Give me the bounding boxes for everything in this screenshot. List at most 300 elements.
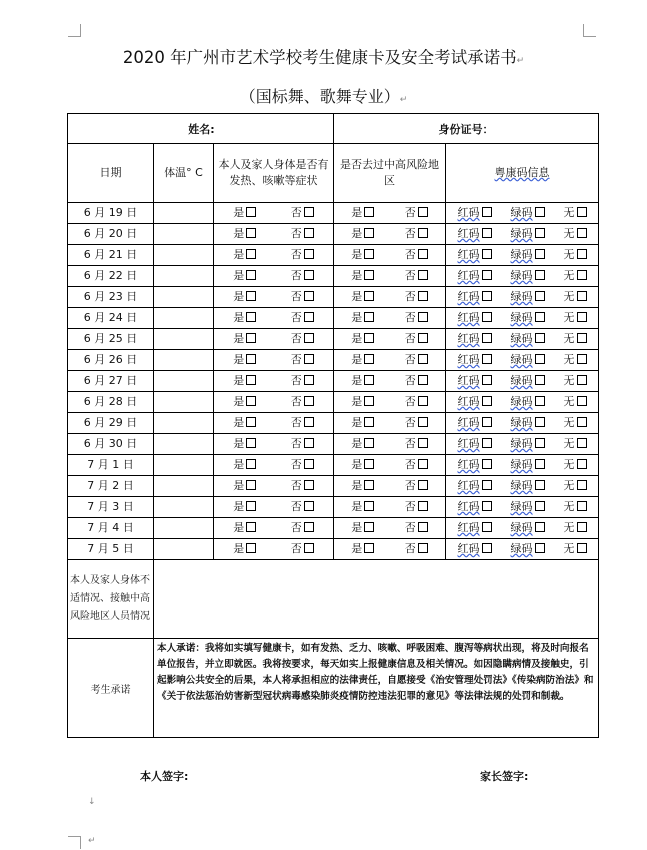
risk-area-cell <box>334 476 446 497</box>
checkbox-icon[interactable] <box>577 396 587 406</box>
checkbox-icon[interactable] <box>304 354 314 364</box>
date-cell: 7 月 2 日 <box>68 476 154 497</box>
checkbox-option[interactable]: 无 <box>564 245 587 265</box>
checkbox-icon[interactable] <box>364 396 374 406</box>
checkbox-icon[interactable] <box>246 207 256 217</box>
checkbox-icon[interactable] <box>246 249 256 259</box>
checkbox-option[interactable]: 否 <box>405 392 428 412</box>
temperature-input[interactable] <box>154 245 214 266</box>
situation-label: 本人及家人身体不适情况、接触中高风险地区人员情况 <box>68 560 154 639</box>
checkbox-icon[interactable] <box>535 417 545 427</box>
table-row <box>68 203 599 224</box>
checkbox-option[interactable]: 红码 <box>458 518 492 538</box>
checkbox-icon[interactable] <box>418 522 428 532</box>
self-signature-label[interactable]: 本人签字: <box>140 770 189 783</box>
checkbox-option[interactable]: 否 <box>405 329 428 349</box>
symptoms-cell <box>214 455 334 476</box>
date-cell: 7 月 1 日 <box>68 455 154 476</box>
checkbox-option[interactable]: 无 <box>564 392 587 412</box>
table-row <box>68 518 599 539</box>
checkbox-option[interactable]: 是 <box>233 392 256 412</box>
checkbox-option[interactable]: 否 <box>291 413 314 433</box>
header-risk-area: 是否去过中高风险地区 <box>334 144 446 203</box>
checkbox-option[interactable]: 是 <box>233 308 256 328</box>
checkbox-option[interactable]: 是 <box>351 497 374 517</box>
date-cell: 6 月 27 日 <box>68 371 154 392</box>
checkbox-icon[interactable] <box>418 207 428 217</box>
checkbox-option[interactable]: 绿码 <box>511 518 545 538</box>
checkbox-option[interactable]: 绿码 <box>511 245 545 265</box>
checkbox-icon[interactable] <box>535 375 545 385</box>
checkbox-icon[interactable] <box>304 291 314 301</box>
checkbox-option[interactable]: 无 <box>564 455 587 475</box>
checkbox-option[interactable]: 红码 <box>458 434 492 454</box>
page-corner-mark <box>583 24 596 37</box>
checkbox-option[interactable]: 绿码 <box>511 287 545 307</box>
checkbox-option[interactable]: 无 <box>564 497 587 517</box>
checkbox-option[interactable]: 绿码 <box>511 266 545 286</box>
checkbox-option[interactable]: 否 <box>405 224 428 244</box>
temperature-input[interactable] <box>154 371 214 392</box>
checkbox-icon[interactable] <box>304 438 314 448</box>
checkbox-option[interactable]: 是 <box>233 518 256 538</box>
checkbox-option[interactable]: 否 <box>405 245 428 265</box>
checkbox-icon[interactable] <box>577 228 587 238</box>
checkbox-option[interactable]: 是 <box>351 413 374 433</box>
checkbox-icon[interactable] <box>418 354 428 364</box>
checkbox-icon[interactable] <box>418 375 428 385</box>
checkbox-option[interactable]: 是 <box>351 308 374 328</box>
checkbox-icon[interactable] <box>304 459 314 469</box>
checkbox-option[interactable]: 否 <box>291 497 314 517</box>
checkbox-icon[interactable] <box>418 291 428 301</box>
checkbox-option[interactable]: 绿码 <box>511 455 545 475</box>
checkbox-icon[interactable] <box>304 207 314 217</box>
checkbox-icon[interactable] <box>482 333 492 343</box>
checkbox-option[interactable]: 否 <box>291 329 314 349</box>
checkbox-icon[interactable] <box>364 501 374 511</box>
checkbox-option[interactable]: 绿码 <box>511 392 545 412</box>
checkbox-icon[interactable] <box>364 417 374 427</box>
table-row <box>68 224 599 245</box>
checkbox-icon[interactable] <box>364 249 374 259</box>
checkbox-icon[interactable] <box>364 312 374 322</box>
checkbox-option[interactable]: 是 <box>233 245 256 265</box>
table-row <box>68 392 599 413</box>
checkbox-option[interactable]: 是 <box>351 455 374 475</box>
table-row <box>68 245 599 266</box>
date-cell: 6 月 25 日 <box>68 329 154 350</box>
checkbox-option[interactable]: 绿码 <box>511 476 545 496</box>
checkbox-option[interactable]: 否 <box>291 308 314 328</box>
checkbox-option[interactable]: 是 <box>233 350 256 370</box>
health-code-cell <box>446 392 599 413</box>
checkbox-icon[interactable] <box>246 396 256 406</box>
temperature-input[interactable] <box>154 329 214 350</box>
health-card-table <box>67 113 599 738</box>
checkbox-icon[interactable] <box>304 522 314 532</box>
checkbox-icon[interactable] <box>418 249 428 259</box>
checkbox-icon[interactable] <box>304 543 314 553</box>
checkbox-icon[interactable] <box>482 249 492 259</box>
checkbox-icon[interactable] <box>482 375 492 385</box>
checkbox-option[interactable]: 否 <box>405 287 428 307</box>
checkbox-option[interactable]: 否 <box>405 497 428 517</box>
checkbox-option[interactable]: 无 <box>564 224 587 244</box>
date-cell: 7 月 3 日 <box>68 497 154 518</box>
checkbox-option[interactable]: 红码 <box>458 329 492 349</box>
checkbox-option[interactable]: 红码 <box>458 203 492 223</box>
checkbox-option[interactable]: 否 <box>405 434 428 454</box>
checkbox-icon[interactable] <box>246 354 256 364</box>
checkbox-icon[interactable] <box>418 312 428 322</box>
checkbox-option[interactable]: 红码 <box>458 266 492 286</box>
checkbox-icon[interactable] <box>535 396 545 406</box>
checkbox-option[interactable]: 否 <box>291 203 314 223</box>
checkbox-option[interactable]: 绿码 <box>511 224 545 244</box>
checkbox-option[interactable]: 否 <box>291 539 314 559</box>
checkbox-icon[interactable] <box>246 522 256 532</box>
checkbox-option[interactable]: 绿码 <box>511 329 545 349</box>
symptoms-cell <box>214 245 334 266</box>
checkbox-option[interactable]: 是 <box>351 287 374 307</box>
checkbox-option[interactable]: 否 <box>291 245 314 265</box>
checkbox-option[interactable]: 是 <box>233 497 256 517</box>
checkbox-icon[interactable] <box>246 480 256 490</box>
checkbox-icon[interactable] <box>482 522 492 532</box>
checkbox-option[interactable]: 红码 <box>458 287 492 307</box>
checkbox-icon[interactable] <box>482 291 492 301</box>
risk-area-cell <box>334 329 446 350</box>
checkbox-option[interactable]: 是 <box>233 224 256 244</box>
checkbox-icon[interactable] <box>364 228 374 238</box>
checkbox-option[interactable]: 无 <box>564 539 587 559</box>
checkbox-icon[interactable] <box>482 543 492 553</box>
checkbox-icon[interactable] <box>304 396 314 406</box>
checkbox-icon[interactable] <box>246 417 256 427</box>
checkbox-icon[interactable] <box>246 312 256 322</box>
checkbox-icon[interactable] <box>304 228 314 238</box>
checkbox-option[interactable]: 是 <box>351 266 374 286</box>
checkbox-icon[interactable] <box>304 501 314 511</box>
checkbox-icon[interactable] <box>304 249 314 259</box>
checkbox-option[interactable]: 红码 <box>458 539 492 559</box>
checkbox-option[interactable]: 是 <box>233 329 256 349</box>
checkbox-icon[interactable] <box>577 522 587 532</box>
checkbox-icon[interactable] <box>577 312 587 322</box>
checkbox-option[interactable]: 无 <box>564 266 587 286</box>
checkbox-option[interactable]: 否 <box>291 476 314 496</box>
checkbox-icon[interactable] <box>577 543 587 553</box>
checkbox-icon[interactable] <box>246 501 256 511</box>
checkbox-option[interactable]: 是 <box>351 245 374 265</box>
checkbox-option[interactable]: 是 <box>351 539 374 559</box>
checkbox-icon[interactable] <box>364 480 374 490</box>
checkbox-icon[interactable] <box>246 459 256 469</box>
checkbox-icon[interactable] <box>482 312 492 322</box>
checkbox-icon[interactable] <box>535 249 545 259</box>
temperature-input[interactable] <box>154 392 214 413</box>
checkbox-icon[interactable] <box>535 501 545 511</box>
checkbox-option[interactable]: 是 <box>351 518 374 538</box>
checkbox-icon[interactable] <box>535 333 545 343</box>
checkbox-option[interactable]: 红码 <box>458 413 492 433</box>
checkbox-icon[interactable] <box>482 396 492 406</box>
checkbox-option[interactable]: 是 <box>233 539 256 559</box>
checkbox-option[interactable]: 绿码 <box>511 539 545 559</box>
checkbox-option[interactable]: 是 <box>351 224 374 244</box>
symptoms-cell <box>214 371 334 392</box>
checkbox-option[interactable]: 否 <box>405 371 428 391</box>
checkbox-icon[interactable] <box>577 354 587 364</box>
checkbox-option[interactable]: 红码 <box>458 476 492 496</box>
checkbox-icon[interactable] <box>304 480 314 490</box>
page-corner-mark <box>68 24 81 37</box>
checkbox-option[interactable]: 红码 <box>458 371 492 391</box>
checkbox-option[interactable]: 否 <box>405 539 428 559</box>
checkbox-icon[interactable] <box>535 291 545 301</box>
checkbox-icon[interactable] <box>535 354 545 364</box>
checkbox-icon[interactable] <box>364 459 374 469</box>
checkbox-option[interactable]: 红码 <box>458 308 492 328</box>
checkbox-option[interactable]: 否 <box>291 287 314 307</box>
checkbox-option[interactable]: 无 <box>564 371 587 391</box>
checkbox-icon[interactable] <box>482 459 492 469</box>
checkbox-option[interactable]: 是 <box>351 371 374 391</box>
risk-area-cell <box>334 434 446 455</box>
date-cell: 6 月 29 日 <box>68 413 154 434</box>
checkbox-icon[interactable] <box>418 417 428 427</box>
checkbox-option[interactable]: 绿码 <box>511 203 545 223</box>
health-code-cell <box>446 203 599 224</box>
checkbox-option[interactable]: 是 <box>351 350 374 370</box>
checkbox-icon[interactable] <box>364 438 374 448</box>
checkbox-icon[interactable] <box>304 417 314 427</box>
checkbox-option[interactable]: 无 <box>564 203 587 223</box>
checkbox-option[interactable]: 是 <box>233 455 256 475</box>
checkbox-option[interactable]: 否 <box>405 518 428 538</box>
checkbox-option[interactable]: 是 <box>351 392 374 412</box>
symptoms-cell <box>214 224 334 245</box>
temperature-input[interactable] <box>154 518 214 539</box>
checkbox-icon[interactable] <box>577 270 587 280</box>
checkbox-icon[interactable] <box>577 438 587 448</box>
checkbox-option[interactable]: 红码 <box>458 350 492 370</box>
checkbox-option[interactable]: 否 <box>291 434 314 454</box>
temperature-input[interactable] <box>154 350 214 371</box>
checkbox-option[interactable]: 否 <box>291 350 314 370</box>
checkbox-icon[interactable] <box>304 312 314 322</box>
checkbox-option[interactable]: 是 <box>351 329 374 349</box>
checkbox-icon[interactable] <box>418 501 428 511</box>
risk-area-cell <box>334 518 446 539</box>
checkbox-option[interactable]: 是 <box>351 434 374 454</box>
checkbox-icon[interactable] <box>577 417 587 427</box>
checkbox-icon[interactable] <box>577 480 587 490</box>
table-row <box>68 434 599 455</box>
checkbox-option[interactable]: 无 <box>564 329 587 349</box>
checkbox-option[interactable]: 否 <box>291 392 314 412</box>
checkbox-icon[interactable] <box>577 375 587 385</box>
checkbox-icon[interactable] <box>535 459 545 469</box>
checkbox-option[interactable]: 否 <box>291 371 314 391</box>
checkbox-option[interactable]: 否 <box>291 455 314 475</box>
checkbox-icon[interactable] <box>482 228 492 238</box>
checkbox-option[interactable]: 是 <box>233 203 256 223</box>
checkbox-option[interactable]: 红码 <box>458 392 492 412</box>
table-header-row <box>68 144 599 203</box>
checkbox-icon[interactable] <box>246 333 256 343</box>
risk-area-cell <box>334 287 446 308</box>
temperature-input[interactable] <box>154 434 214 455</box>
checkbox-icon[interactable] <box>418 228 428 238</box>
checkbox-option[interactable]: 绿码 <box>511 350 545 370</box>
checkbox-option[interactable]: 红码 <box>458 224 492 244</box>
checkbox-icon[interactable] <box>482 417 492 427</box>
paragraph-mark: ↓ <box>88 797 96 807</box>
checkbox-icon[interactable] <box>577 333 587 343</box>
temperature-input[interactable] <box>154 497 214 518</box>
checkbox-icon[interactable] <box>304 333 314 343</box>
temperature-input[interactable] <box>154 203 214 224</box>
checkbox-icon[interactable] <box>482 438 492 448</box>
checkbox-option[interactable]: 否 <box>405 266 428 286</box>
checkbox-icon[interactable] <box>364 291 374 301</box>
checkbox-icon[interactable] <box>535 480 545 490</box>
document-title: 2020 年广州市艺术学校考生健康卡及安全考试承诺书↵ <box>122 48 525 67</box>
checkbox-option[interactable]: 否 <box>291 224 314 244</box>
checkbox-icon[interactable] <box>577 249 587 259</box>
checkbox-icon[interactable] <box>577 459 587 469</box>
temperature-input[interactable] <box>154 224 214 245</box>
checkbox-icon[interactable] <box>364 543 374 553</box>
temperature-input[interactable] <box>154 413 214 434</box>
checkbox-option[interactable]: 无 <box>564 413 587 433</box>
checkbox-option[interactable]: 是 <box>233 287 256 307</box>
checkbox-icon[interactable] <box>364 270 374 280</box>
checkbox-option[interactable]: 无 <box>564 434 587 454</box>
checkbox-option[interactable]: 是 <box>233 434 256 454</box>
checkbox-option[interactable]: 绿码 <box>511 434 545 454</box>
checkbox-option[interactable]: 否 <box>291 518 314 538</box>
checkbox-option[interactable]: 红码 <box>458 497 492 517</box>
symptoms-cell <box>214 308 334 329</box>
checkbox-option[interactable]: 是 <box>233 413 256 433</box>
checkbox-icon[interactable] <box>482 501 492 511</box>
checkbox-icon[interactable] <box>364 375 374 385</box>
checkbox-icon[interactable] <box>364 207 374 217</box>
checkbox-option[interactable]: 无 <box>564 287 587 307</box>
checkbox-option[interactable]: 否 <box>291 266 314 286</box>
parent-signature-label[interactable]: 家长签字: <box>480 770 529 783</box>
checkbox-option[interactable]: 否 <box>405 455 428 475</box>
checkbox-icon[interactable] <box>577 207 587 217</box>
checkbox-icon[interactable] <box>482 207 492 217</box>
id-number-field[interactable]: 身份证号： <box>334 114 599 144</box>
checkbox-option[interactable]: 是 <box>233 266 256 286</box>
checkbox-option[interactable]: 否 <box>405 413 428 433</box>
temperature-input[interactable] <box>154 476 214 497</box>
checkbox-icon[interactable] <box>535 312 545 322</box>
checkbox-icon[interactable] <box>482 270 492 280</box>
header-date: 日期 <box>68 144 154 203</box>
checkbox-option[interactable]: 绿码 <box>511 497 545 517</box>
temperature-input[interactable] <box>154 266 214 287</box>
checkbox-icon[interactable] <box>418 270 428 280</box>
risk-area-cell <box>334 371 446 392</box>
checkbox-option[interactable]: 是 <box>233 371 256 391</box>
temperature-input[interactable] <box>154 287 214 308</box>
checkbox-option[interactable]: 是 <box>233 476 256 496</box>
checkbox-icon[interactable] <box>246 228 256 238</box>
temperature-input[interactable] <box>154 308 214 329</box>
checkbox-icon[interactable] <box>304 270 314 280</box>
checkbox-option[interactable]: 无 <box>564 476 587 496</box>
checkbox-icon[interactable] <box>364 333 374 343</box>
checkbox-option[interactable]: 否 <box>405 308 428 328</box>
checkbox-option[interactable]: 红码 <box>458 245 492 265</box>
checkbox-icon[interactable] <box>364 354 374 364</box>
checkbox-option[interactable]: 绿码 <box>511 371 545 391</box>
checkbox-option[interactable]: 否 <box>405 350 428 370</box>
checkbox-icon[interactable] <box>577 501 587 511</box>
checkbox-option[interactable]: 否 <box>405 203 428 223</box>
checkbox-option[interactable]: 红码 <box>458 455 492 475</box>
table-row <box>68 413 599 434</box>
date-cell: 6 月 30 日 <box>68 434 154 455</box>
checkbox-icon[interactable] <box>418 333 428 343</box>
date-cell: 6 月 19 日 <box>68 203 154 224</box>
temperature-input[interactable] <box>154 539 214 560</box>
checkbox-icon[interactable] <box>535 270 545 280</box>
checkbox-icon[interactable] <box>246 270 256 280</box>
symptoms-cell <box>214 350 334 371</box>
checkbox-icon[interactable] <box>246 438 256 448</box>
situation-input[interactable] <box>154 560 599 639</box>
checkbox-option[interactable]: 无 <box>564 308 587 328</box>
checkbox-icon[interactable] <box>535 543 545 553</box>
checkbox-icon[interactable] <box>246 375 256 385</box>
checkbox-icon[interactable] <box>364 522 374 532</box>
checkbox-option[interactable]: 否 <box>405 476 428 496</box>
checkbox-icon[interactable] <box>418 438 428 448</box>
checkbox-icon[interactable] <box>482 480 492 490</box>
checkbox-icon[interactable] <box>246 291 256 301</box>
checkbox-icon[interactable] <box>418 396 428 406</box>
checkbox-option[interactable]: 无 <box>564 518 587 538</box>
checkbox-option[interactable]: 绿码 <box>511 308 545 328</box>
temperature-input[interactable] <box>154 455 214 476</box>
checkbox-icon[interactable] <box>304 375 314 385</box>
checkbox-icon[interactable] <box>418 480 428 490</box>
checkbox-icon[interactable] <box>418 459 428 469</box>
name-field[interactable]: 姓名: <box>68 114 334 144</box>
checkbox-option[interactable]: 绿码 <box>511 413 545 433</box>
checkbox-icon[interactable] <box>418 543 428 553</box>
symptoms-cell <box>214 476 334 497</box>
checkbox-icon[interactable] <box>535 228 545 238</box>
checkbox-icon[interactable] <box>535 522 545 532</box>
health-code-cell <box>446 329 599 350</box>
checkbox-icon[interactable] <box>535 438 545 448</box>
checkbox-icon[interactable] <box>482 354 492 364</box>
checkbox-icon[interactable] <box>577 291 587 301</box>
checkbox-option[interactable]: 是 <box>351 476 374 496</box>
checkbox-option[interactable]: 无 <box>564 350 587 370</box>
checkbox-icon[interactable] <box>246 543 256 553</box>
checkbox-option[interactable]: 是 <box>351 203 374 223</box>
checkbox-icon[interactable] <box>535 207 545 217</box>
